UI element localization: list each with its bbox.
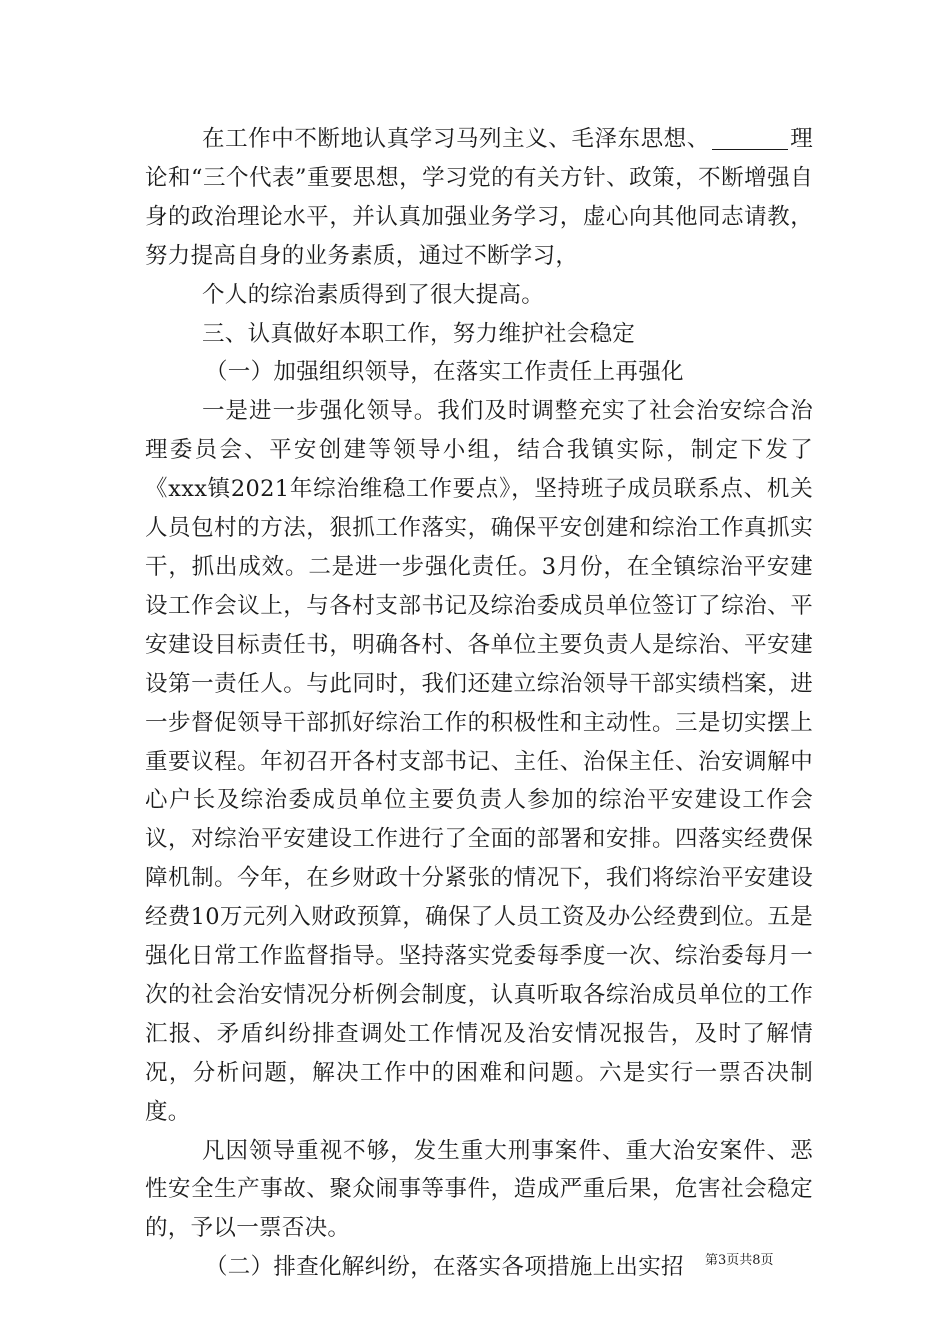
subsection-heading-2: （二）排查化解纠纷，在落实各项措施上出实招 [205, 1254, 684, 1281]
fill-in-blank [712, 127, 788, 150]
paragraph-quality: 个人的综治素质得到了很大提高。 [202, 281, 545, 308]
document-body [145, 120, 813, 1287]
paragraph-study [145, 120, 813, 276]
page-number: 第3页共8页 [705, 1253, 774, 1268]
paragraph-veto: 凡因领导重视不够，发生重大刑事案件、重大治安案件、恶性安全生产事故、聚众闹事等事件，造成严重后果，危害社会稳定的，予以一票否决。 [145, 1137, 813, 1242]
paragraph-study-part2: 理论和“三个代表”重要思想，学习党的有关方针、政策，不断增强自身的政治理论水平，并认真加强业务学习，虚心向其他同志请教，努力提高自身的业务素质，通过不断学习， [145, 126, 813, 269]
section-heading-3: 三、认真做好本职工作，努力维护社会稳定 [202, 320, 636, 347]
paragraph-leadership: 一是进一步强化领导。我们及时调整充实了社会治安综合治理委员会、平安创建等领导小组，结合我镇实际，制定下发了《xxx镇2021年综治维稳工作要点》，坚持班子成员联系点、机关人员包村的方法，狠抓工作落实，确保平安创建和综治工作真抓实干，抓出成效。二是进一步强化责任。3月份，在全镇综治平安建设工作会议上，与各村支部书记及综治委成员单位签订了综治、平安建设目标责任书，明确各村、各单位主要负责人是综治、平安建设第一责任人。与此同时，我们还建立综治领导干部实绩档案，进一步督促领导干部抓好综治工作的积极性和主动性。三是切实摆上重要议程。年初召开各村支部书记、主任、治保主任、治安调解中心户长及综治委成员单位主要负责人参加的综治平安建设工作会议，对综治平安建设工作进行了全面的部署和安排。四落实经费保障机制。今年，在乡财政十分紧张的情况下，我们将综治平安建设经费10万元列入财政预算，确保了人员工资及办公经费到位。五是强化日常工作监督指导。坚持落实党委每季度一次、综治委每月一次的社会治安情况分析例会制度，认真听取各综治成员单位的工作汇报、矛盾纠纷排查调处工作情况及治安情况报告，及时了解情况，分析问题，解决工作中的困难和问题。六是实行一票否决制度。 [145, 398, 813, 1125]
paragraph-study-part1: 在工作中不断地认真学习马列主义、毛泽东思想、 [202, 126, 710, 152]
subsection-heading-1: （一）加强组织领导，在落实工作责任上再强化 [205, 359, 684, 386]
